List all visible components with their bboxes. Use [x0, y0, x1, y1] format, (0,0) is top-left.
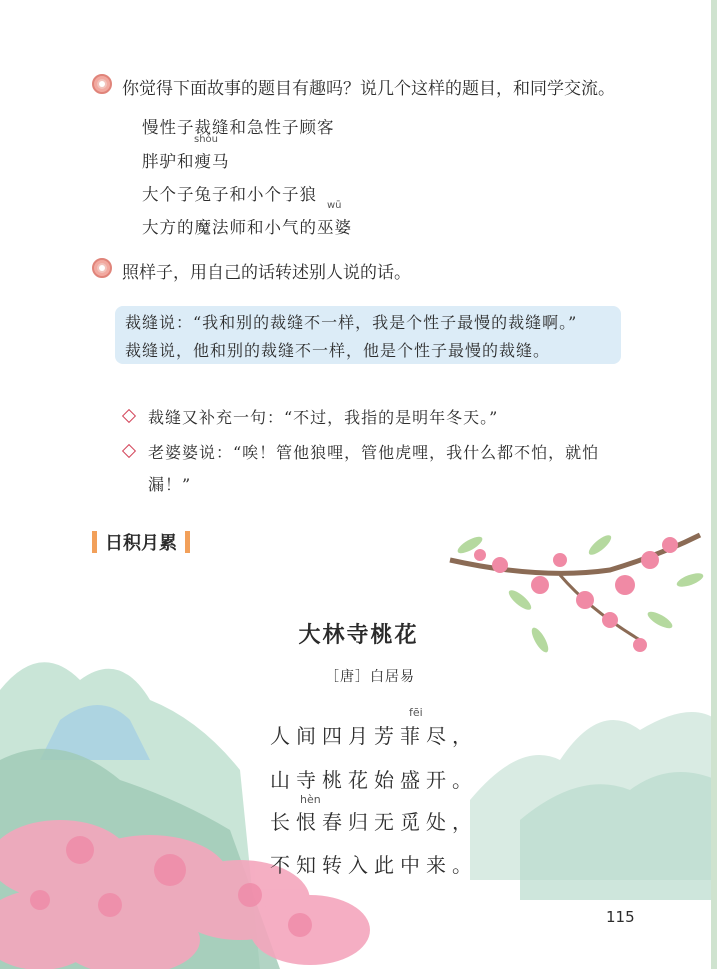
- poem-line-4: 不知转入此中来。: [270, 853, 478, 877]
- page-edge-strip: [711, 0, 717, 969]
- poem-author: ［唐］白居易: [325, 669, 415, 685]
- exercise-1: 裁缝又补充一句：“不过，我指的是明年冬天。”: [148, 408, 499, 427]
- pinyin-hen: hèn: [300, 793, 321, 806]
- pinyin-shou: shòu: [194, 134, 219, 145]
- section-header: [92, 527, 190, 557]
- poem-line-3: 长恨春归无觅处，: [270, 810, 478, 834]
- poem-line-2: 山寺桃花始盛开。: [270, 768, 478, 792]
- flower-bullet-icon: [92, 74, 112, 94]
- flower-bullet-icon: [92, 258, 112, 278]
- story-title-3: 大个子兔子和小个子狼: [142, 185, 317, 204]
- example-box: [115, 306, 621, 364]
- activity2-instruction: 照样子，用自己的话转述别人说的话。: [122, 263, 411, 283]
- story-title-4: 大方的魔法师和小气的巫婆: [142, 218, 352, 237]
- pinyin-fei: fēi: [409, 706, 423, 719]
- story-title-1: 慢性子裁缝和急性子顾客: [142, 118, 335, 137]
- story-title-2: 胖驴和瘦马: [142, 152, 230, 171]
- pinyin-wu: wū: [327, 200, 342, 211]
- poem-line-1: 人间四月芳菲尽，: [270, 724, 478, 748]
- example-reported-speech: 裁缝说，他和别的裁缝不一样，他是个性子最慢的裁缝。: [125, 341, 551, 360]
- page-number: 115: [606, 908, 635, 926]
- poem-title: 大林寺桃花: [298, 623, 419, 648]
- section-bar-right: [185, 531, 190, 553]
- section-title: 日积月累: [105, 533, 177, 554]
- activity1-question: 你觉得下面故事的题目有趣吗？说几个这样的题目，和同学交流。: [122, 79, 615, 99]
- exercise-2-line1: 老婆婆说：“唉！管他狼哩，管他虎哩，我什么都不怕，就怕: [148, 443, 600, 462]
- exercise-2-line2: 漏！”: [148, 475, 192, 494]
- example-direct-speech: 裁缝说：“我和别的裁缝不一样，我是个性子最慢的裁缝啊。”: [125, 313, 578, 332]
